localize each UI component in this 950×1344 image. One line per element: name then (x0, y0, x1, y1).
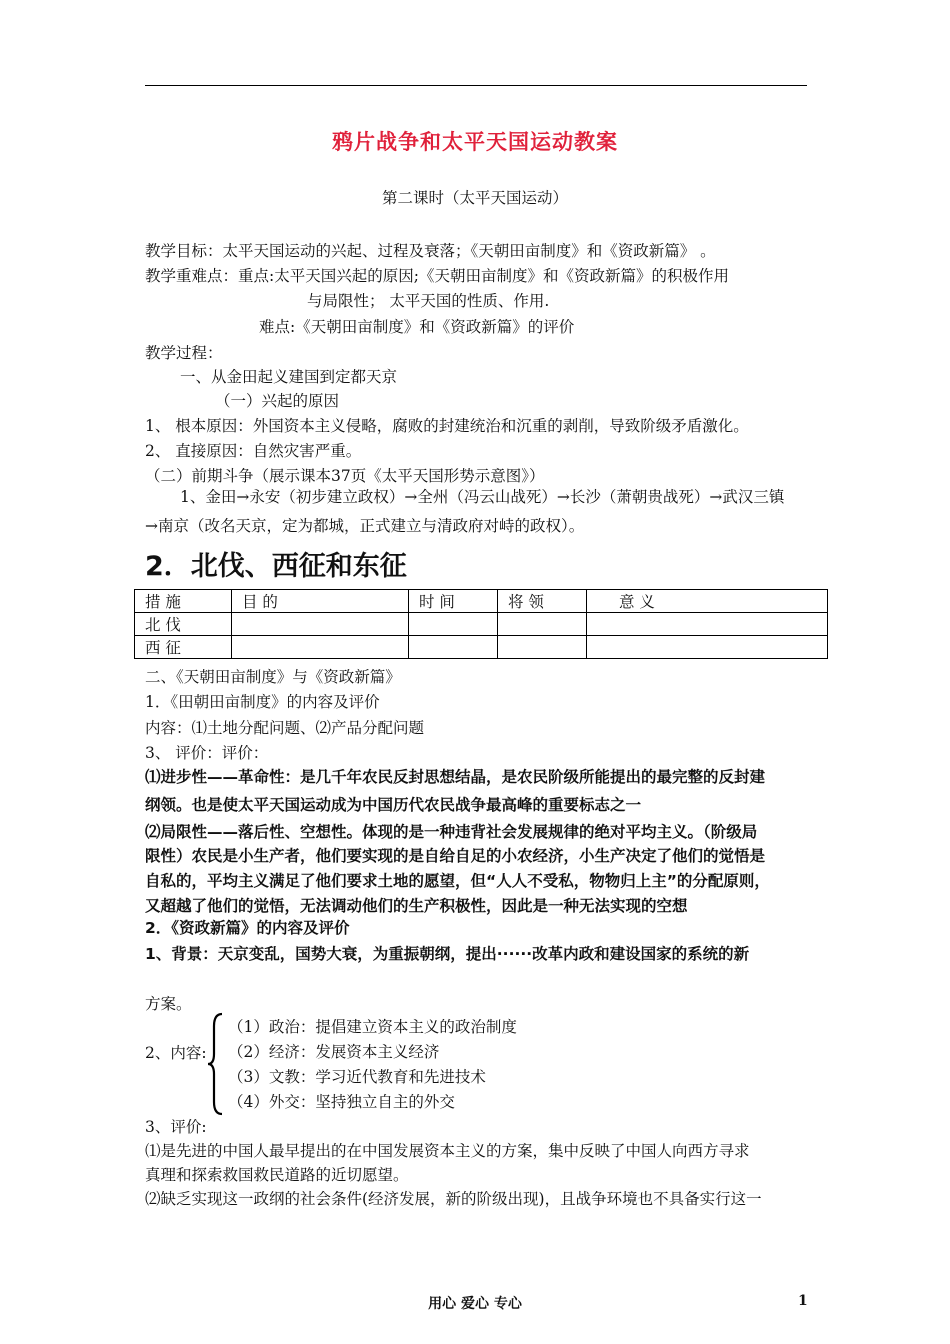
evaluation-line: 纲领。也是使太平天国运动成为中国历代农民战争最高峰的重要标志之一 (145, 796, 642, 814)
process-label: 教学过程： (145, 344, 223, 362)
campaigns-heading: 2．北伐、西征和东征 (145, 551, 407, 582)
table-cell (409, 613, 498, 636)
key-points-line1: 教学重难点：重点:太平天国兴起的原因;《天朝田亩制度》和《资政新篇》的积极作用 (145, 267, 729, 285)
table-header-row (135, 590, 828, 613)
table-cell: 西 征 (135, 636, 232, 659)
evaluation2-line: ⑵缺乏实现这一政纲的社会条件(经济发展，新的阶级出现)，且战争环境也不具备实行这一 (145, 1190, 762, 1208)
table-row (135, 636, 828, 659)
content2-item: （4）外交：坚持独立自主的外交 (228, 1093, 455, 1111)
cause-root: 1、 根本原因：外国资本主义侵略，腐败的封建统治和沉重的剥削，导致阶级矛盾激化。 (145, 417, 749, 435)
page-footer: 用心 爱心 专心 (428, 1296, 522, 1312)
evaluation-line: ⑵局限性——落后性、空想性。体现的是一种违背社会发展规律的绝对平均主义。（阶级局 (145, 823, 758, 841)
content2-item: （1）政治：提倡建立资本主义的政治制度 (228, 1018, 517, 1036)
page-number: 1 (798, 1293, 808, 1309)
evaluation-line: 2．《资政新篇》的内容及评价 (145, 919, 350, 937)
evaluation-line: 1、背景：天京变乱，国势大衰，为重振朝纲，提出······改革内政和建设国家的系统的新 (145, 945, 750, 963)
table-cell (587, 613, 828, 636)
table-cell (409, 636, 498, 659)
content-line: 内容：⑴土地分配问题、⑵产品分配问题 (145, 719, 425, 737)
table-header-cell: 意 义 (587, 590, 828, 613)
plan-line: 方案。 (145, 995, 192, 1013)
campaigns-table (134, 589, 828, 659)
evaluation-line: 限性）农民是小生产者，他们要实现的是自给自足的小农经济，小生产决定了他们的觉悟是 (145, 847, 766, 865)
evaluation-line: 自私的，平均主义满足了他们要求土地的愿望，但“人人不受私，物物归上主”的分配原则， (145, 872, 770, 890)
key-points-line2: 与局限性； 太平天国的性质、作用. (307, 292, 550, 310)
table-cell (232, 613, 409, 636)
table-cell: 北 伐 (135, 613, 232, 636)
subsection1-heading: （一）兴起的原因 (215, 392, 340, 410)
difficulty-line: 难点:《天朝田亩制度》和《资政新篇》的评价 (259, 318, 575, 336)
route-line2: →南京（改名天京，定为都城，正式建立与清政府对峙的政权）。 (145, 517, 585, 535)
section2-heading: 二、《天朝田亩制度》与《资政新篇》 (145, 668, 401, 686)
evaluation-line: 又超越了他们的觉悟，无法调动他们的生产积极性，因此是一种无法实现的空想 (145, 897, 688, 915)
content2-item: （3）文教：学习近代教育和先进技术 (228, 1068, 486, 1086)
page-subtitle: 第二课时（太平天国运动） (381, 189, 568, 207)
evaluation-heading: 3、 评价：评价： (145, 744, 269, 762)
content2-label: 2、内容: (145, 1044, 207, 1062)
evaluation2-line: 真理和探索救国救民道路的近切愿望。 (145, 1166, 409, 1184)
teaching-goals: 教学目标：太平天国运动的兴起、过程及衰落；《天朝田亩制度》和《资政新篇》 。 (145, 242, 716, 260)
table-cell (498, 636, 587, 659)
evaluation2-line: ⑴是先进的中国人最早提出的在中国发展资本主义的方案，集中反映了中国人向西方寻求 (145, 1142, 750, 1160)
subsection2-heading: （二）前期斗争（展示课本37页《太平天国形势示意图》） (145, 467, 545, 485)
content2-item: （2）经济：发展资本主义经济 (228, 1043, 440, 1061)
table-header-cell: 将 领 (498, 590, 587, 613)
curly-brace-icon (206, 1012, 224, 1116)
cause-direct: 2、 直接原因：自然灾害严重。 (145, 442, 362, 460)
header-rule (145, 85, 807, 86)
item1-heading: 1．《田朝田亩制度》的内容及评价 (145, 693, 380, 711)
table-row (135, 613, 828, 636)
section1-heading: 一、从金田起义建国到定都天京 (180, 368, 398, 386)
table-cell (232, 636, 409, 659)
table-header-cell: 目 的 (232, 590, 409, 613)
page-title: 鸦片战争和太平天国运动教案 (332, 130, 618, 154)
evaluation-line: ⑴进步性——革命性：是几千年农民反封思想结晶，是农民阶级所能提出的最完整的反封建 (145, 768, 766, 786)
table-header-cell: 措 施 (135, 590, 232, 613)
table-cell (498, 613, 587, 636)
table-header-cell: 时 间 (409, 590, 498, 613)
table-cell (587, 636, 828, 659)
route-line1: 1、金田→永安（初步建立政权）→全州（冯云山战死）→长沙（萧朝贵战死）→武汉三镇 (180, 488, 785, 506)
evaluation2-heading: 3、评价: (145, 1118, 207, 1136)
